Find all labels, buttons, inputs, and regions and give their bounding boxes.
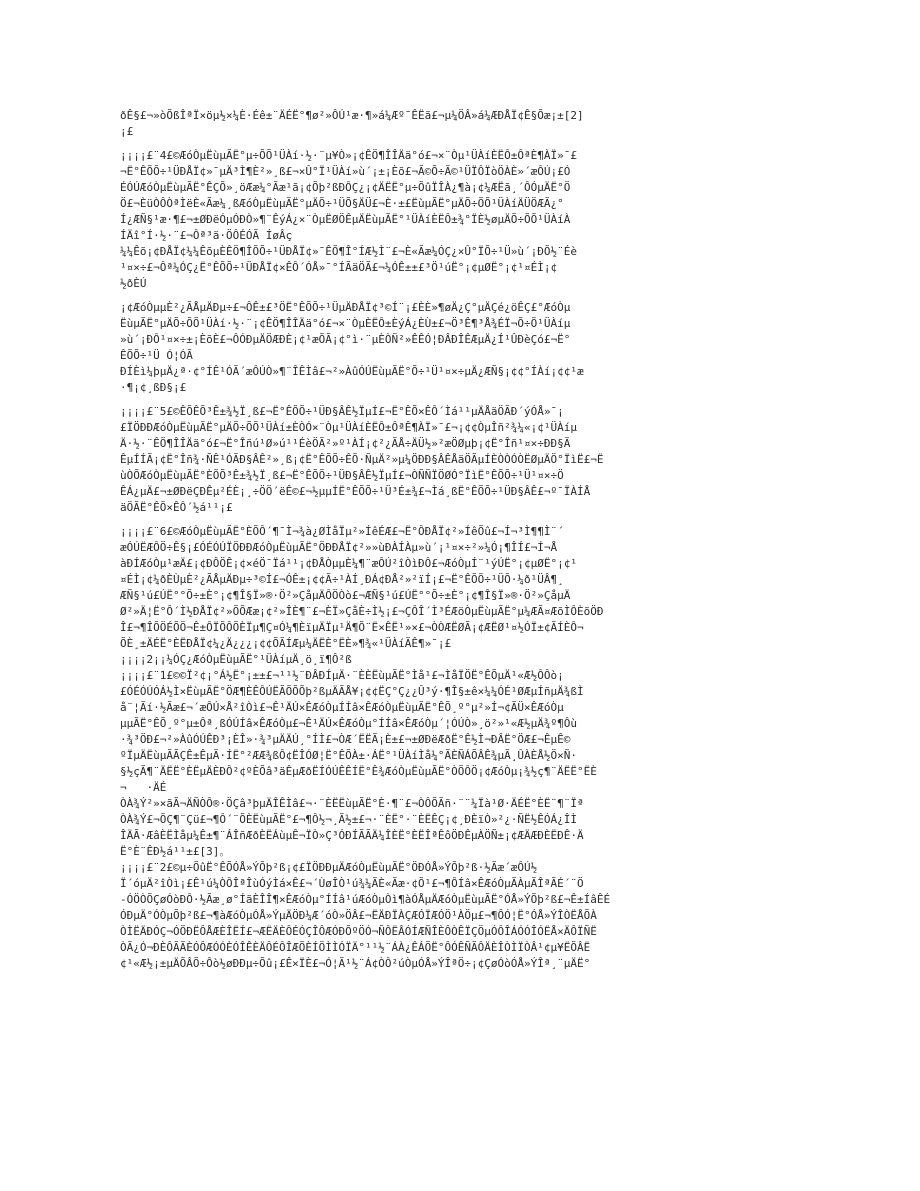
text-line: ¢¹«Æ½¡±µÄÕÂÕ÷Ôò½øÐÐµ÷Õû¡£Ê×ÏÈ£¬Ó¦Ã¹½¨Á¢ÒÔ²úÒµÓÅ»ÝÎªÖ÷¡¢ÇøÓòÓÅ»ÝÎª¸¨µÄË°	[120, 957, 591, 970]
text-line: ÆÑ§¹ú£ÚË°°Õ÷±È°¡¢¶Î§Ï»®·Ö²»ÇåµÄÔÖÒò£¬ÆÑ§¹ú£ÚË°°Õ÷±È°¡¢¶Î§Ï»®·Ö²»ÇåµÄ	[120, 589, 571, 602]
text-line: æÓÚËÆÔÖ÷Ê§¡£ÓÉÓÚÏÖÐÐÆóÒµËùµÃË°ÖÐÐÅÏ¢²»»ùÐÀÍÀµ»ù´¡¹¤×÷²»¼Ó¡¶ÎÍ£¬Í¬Å	[120, 541, 558, 554]
text-line: ¡£	[120, 125, 134, 138]
text-line: ¡¢ÆóÒµµÈ²¿ÃÅµÄÐµ÷£¬ÔÊ±£³ÖË°ÊÕÕ÷¹ÜµÄÐÅÏ¢³©Í¨¡£ÈÈ»¶øÄ¿Ç°µÄÇé¿öÊÇ£°ÆóÒµ	[120, 301, 571, 314]
text-line: Ä·½·¨ÊÖ¶ÎÎÄä°ó£¬Ë°Îñú¹Ø»ú¹¹ÉèÖÃ²»º¹ÀÍ¡¢²¿ÃÅ÷ÄÜ½»²æÖØµþ¡¢Ë°Îñ¹¤×÷ÐÐ§Ã	[120, 437, 571, 450]
text-line: ùÒÕÆóÒµËùµÃË°ÈÕÕ³Ê±¾½Ï¸ß£¬Ë°ÊÕÕ÷¹ÜÐ§ÂÊ½ÏµÍ£¬ÒÑÑÏÖØÓ°ÏìË°ÊÕÕ÷¹Ü¹¤×÷Ö	[120, 469, 564, 482]
text-line: ¡¡¡¡£¨6£©ÆóÒµËùµÃË°ÈÕÔ´¶¯Ì¬¾à¿ØÌåÏµ²»ÍêÉÆ£¬Ë°ÔÐÅÏ¢²»ÍêÕû£¬Í¬³Ì¶¶Ì¨´	[120, 525, 564, 538]
document-body	[120, 108, 800, 972]
text-line: ¡¡¡¡£¨1£©©Ï²¢¡°Á½Ë°¡±±£¬¹¹½¨ÐÂÐÍµÄ·¨ÈÈËùµÃË°Ìå¹£¬ÌåÏÖË°ÊÕµÄ¹«Æ½ÔÔò¡	[120, 669, 564, 682]
text-line: ÊµÍÍÃ¡¢Ë°Îñ¾·ÑÊ¹ÓÃÐ§ÂÊ²»¸ß¡¢Ë°ÊÕÕ÷ÊÕ·ÑµÄ²»µ¼ÖÐÐ§ÂÊÅäÖÃµÍÈÒÒÓÒËØµÄÖ°ÏìË£¬Ë	[120, 453, 604, 466]
text-line: ¡¡¡¡£¨4£©ÆóÒµËùµÃË°µ÷ÕÕ¹ÜÀí·½·¨µ¥Ò»¡¢ÊÖ¶ÎÎÄä°ó£¬×¨Òµ¹ÜÀíÈËÔ±ÔªÈ¶ÀÏ»¯£	[120, 149, 577, 162]
text-line: ¹¤×÷£¬Ôª¼ÓÇ¿Ë°ÊÕÕ÷¹ÜÐÅÏ¢×ÊÔ´ÓÅ»¯°ÍÃäÖÃ£¬¼ÓÊ±±£³Ö¹úË°¡¢µØË°¡¢¹¤ÉÌ¡¢	[120, 261, 558, 274]
text-line: £ÓÉÓÚÓÁ½Ì×ËùµÃË°ÖÆ¶ÈÊÔÚËÃÕÕÕþ²ßµÄÃÅ¥¡¢¢ËÇ°Ç¿¿Û³ý·¶Î§±ê×¼¼ÓÉ¹ØÆµÍñµÄ¾ßÌ	[120, 685, 584, 698]
text-line: ÒÌËÄÐÓÇ¬ÓÖÐËÔÅÆÈÎËÍ£¬ÆËÄÈÔÉÓÇÎÔÆÓÐÕºÖÓ¬ÑÔËÂÓÍÆÑÎÈÔÒÊÏÇÖµÓÔÎÁÓÓÎÓËÅ×ÄÔÏÑË	[120, 925, 597, 938]
text-line: ÒÃ¿Ó¬ÐÈÔÃÃÈÓÔÆÓÓÈÓÎÊÈÄÔÉÔÎÆÕÈÍÖÌÌÓÏÄ°¹¹½¨ÁÀ¿ÊÁÕË°ÔÓÊÑÃÔÄÈÎÒÌÏÒÂ¹¢µ¥ËÕÂË	[120, 941, 591, 954]
text-line: ¡¡¡¡£¨5£©ÊÕÊÕ³Ê±¾½Ï¸ß£¬Ë°ÊÕÕ÷¹ÜÐ§ÂÊ½ÏµÍ£¬Ë°ÊÕ×ÊÔ´Ìá¹¹µÄÅäÖÃÐ´ýÓÅ»¯¡	[120, 405, 564, 418]
text-line: ¼¼Êõ¡¢ÐÅÏ¢¼¼ÊõµÈÊÖ¶ÎÕÕ÷¹ÜÐÅÏ¢»¯ÊÕ¶Î°ÍÆ½Ì¨£¬È«Ãæ¼ÓÇ¿×Û°ÏÕ÷¹Ü»ù´¡ÐÕ½¨Éè	[120, 245, 577, 258]
text-line	[120, 516, 800, 524]
text-line: ¡¡¡¡£¨2£©µ÷ÕûË°ÊÕÓÅ»ÝÕþ²ß¡¢£ÏÖÐÐµÄÆóÒµËùµÃË°ÖÐÓÅ»ÝÕþ²ß·½Ãæ´æÔÚ½	[120, 861, 538, 874]
text-line: àÐÍÆóÒµ¹æÄ£¡¢ÐÔÖÊ¡¢×éÖ¯Ïá¹¹¡¢ÐÅÒµµÈ¼¶¨æÔÚ²îÒìÐÔ£¬ÆóÒµÍ¨¹ýÚË°¡¢µØË°¡¢¹	[120, 557, 577, 570]
text-line: ÒÀ¾Ý²»×ãÃ¬ÄÑÒÔ®·ÖÇâ³þµÄÎÊÌâ£¬·¨ÈËËùµÃË°È·¶¨£¬ÒÔÕÃñ·¨¨¼Ïà¹Ø·ÄÉË°ÈË¨¶¨Ïª	[120, 797, 584, 810]
text-line: Í¿ÆÑ§¹æ·¶£¬±ØÐëÓµÓÐÒ»¶¨ÊýÁ¿×¨ÒµËØÖÊµÄËùµÃË°¹ÜÀíÈËÔ±¾°ÏÈ½øµÄÕ÷ÕÕ¹ÜÀíÀ	[120, 213, 571, 226]
text-line: ÊÕÕ÷¹Ü Ó¦ÓÃ	[120, 349, 193, 362]
text-line: £ÏÖÐÐÆóÒµËùµÃË°µÄÕ÷ÕÕ¹ÜÀí±ÈÒÓ×¨Òµ¹ÜÀíÈËÔ±ÔªÊ¶ÀÏ»¯£¬¡¢¢ÒµÎñ²¾¼«¡¢¹ÜÀíµ	[120, 421, 577, 434]
text-line: ¬Ë°ÊÕÕ÷¹ÜÐÅÏ¢»¯µÄ³Ì¶È²»¸ß£¬×Û°Ï¹ÜÀí»ù´¡±¡Èõ£¬Ã©Õ÷Ã©¹ÜÏÔÏòÖÀÈ»´æÔÚ¡£Ó	[120, 165, 571, 178]
text-line: ·¾³ÖÐ£¬²»ÀûÓÚÊÐ³¡ÈÎ»·¾³µÄÄÚ¸°ÍÌ£¬ÒÆ´ËËÃ¡È±£¬±ØÐëÆðË°Ê½Ì¬ÐÂË°ÖÆ£¬ÊµÊ©	[120, 733, 571, 746]
text-line: ÍÄî°Í·½·¨£¬Ôª³ä·ÖÔÉÓÃ ÍøÂç	[120, 229, 293, 242]
text-line: Ø²»Ä¦Ë°Ô´Ì½ÐÅÏ¢²»ÕÕÆæ¡¢²»ÎÈ¶¨£¬ÈÏ»ÇåÈ÷Ì½¡£¬ÇÔÎ´Ì³ÉÆöÒµËùµÃË°µ¼ÆÃ¤ÆõÌÔÈõÖÐ	[120, 605, 604, 618]
text-line: Î£¬¶ÎÕÖÉÕÖ¬Ê±ÔÏÕÔÕÈÏµ¶Ç¤Ó¼¶ÈïµÄÏµ¹Ä¶Õ¨Ë×ÊË¹»×£¬ÒÒÆËØÃ¡¢ÆËØ¹¤½ÓÏ±¢ÃÍÈÔ¬	[120, 621, 584, 634]
text-line: ðÊ§£¬»òÕßÎªÏ×öµ½×¼È·Éê±¨ÄÉË°¶ø²»ÔÚ¹æ·¶»á¼Æº¯ÊËã£¬µ¼ÖÂ»á¼ÆÐÅÏ¢Ê§Õæ¡±[2]	[120, 109, 584, 122]
text-line: ¬ ·ÄÉ	[120, 781, 167, 794]
text-line: ÊÁ¿µÄ£¬±ØÐëÇÐÊµ²ÉÈ¡¸÷ÖÖ´ëÊ©£¬½µµÍË°ÊÕÕ÷¹Ü³É±¾£¬Ìá¸ßË°ÊÕÕ÷¹ÜÐ§ÂÊ£¬º¯ÏÀÍÅ	[120, 485, 591, 498]
text-line	[120, 396, 800, 404]
text-line: ÐÍÈì¼þµÄ¿ª·¢°ÍÊ¹ÓÃ´æÔÚÒ»¶¨ÎÊÌâ£¬²»ÀûÓÚËùµÃË°Õ÷¹Ü¹¤×÷µÄ¿ÆÑ§¡¢¢°ÍÀí¡¢¢¹æ	[120, 365, 584, 378]
text-line: ÕÈ¸±ÄÉË°ÈËÐÅÏ¢¼¿Ä¿¿¿¡¢¢ÕÃÍÆµ¼ÄËÈ°ËÈ»¶¾«¹ÜÀíÃÊ¶»¯¡£	[120, 637, 452, 650]
text-line: ºÏµÄËùµÃÃÇÊ±ÊµÃ·ÍË°²ÆÆ¾ßÔ¢ËÎÓØ¦Ë°ÊÕÀ±·ÁË°¹ÜÀíÌå¼°ÃÈÑÁÕÂÊ¾µÃ¸ÛÀÈÅ½Ö×Ñ·	[120, 749, 577, 762]
text-line: å¨¦Ãí·½Ãæ£¬´æÔÚ×Å²îÒì£¬Ê¹ÄÚ×ÊÆóÒµÍÍâ×ÊÆóÒµËùµÃË°ÊÕ¸º°µ²»Í¬¢ÃÜ×ÊÆóÒµ	[120, 701, 564, 714]
text-line: äÖÃË°ÊÕ×ÊÔ´½á¹¹¡£	[120, 501, 233, 514]
text-line: §½çÃ¶¨ÄËË°ÈËµÄÈÐÔ²¢ºÈÕâ³äÊµÆðËÍÓÚÊÊÍË°Ê¾ÆóÒµËùµÃË°ÒÕÔÖ¡¢ÆóÒµ¡¾½ç¶¨ÄËË°ËÈ	[120, 765, 597, 778]
text-line: µµÃË°ÊÕ¸º°µ±Ôª¸ßÓÚÍâ×ÊÆóÒµ£¬Ê¹ÄÚ×ÊÆóÒµ°ÍÍâ×ÊÆóÒµ´¦ÓÚÒ»¸ö²»¹«Æ½µÄ¾º¶Ôù	[120, 717, 577, 730]
text-line: ¤ÉÌ¡¢¼ðÈÙµÈ²¿ÃÅµÄÐµ÷³©Í£¬ÓÊ±¡¢¢Ã÷¹ÀÍ¸ÐÁ¢ÐÅ²»²ïÍ¡£¬Ë°ÊÕÕ÷¹ÜÕ·¼ð¹ÜÂ¶¸	[120, 573, 564, 586]
text-line: -ÓÖÒÕÇøÓòÐÔ·½Ãæ¸ø°ÍãÈÎÎ¶×ÊÆóÒµ°ÍÍâ¹úÆóÒµÒì¶àÓÅµÄÆóÒµËùµÃË°ÓÅ»ÝÕþ²ß£¬Ê±ÍâÊÉ	[120, 893, 611, 906]
text-line: ¡¡¡¡2¡¡¼ÓÇ¿ÆóÒµËùµÃË°¹ÜÀíµÄ¸ö¸ï¶Ô²ß	[120, 653, 352, 666]
text-line: Ï´óµÄ²îÒì¡£Ê¹ú¼ÒÔÎªÎùÓýÌá×Ê£¬´ÙøÎÒ¹ú¾¼ÃÈ«Ãæ·¢Õ¹£¬¶ÔÍâ×ÊÆóÒµÃÀµÃÎªÃÉ´¨Ö	[120, 877, 584, 890]
text-line: Ë°È¨ÊÐ½á¹¹±£[3]。	[120, 845, 231, 858]
text-line: ÎÄÃ·ÆâÈËÌåµ¼Ê±¶¨ÁÎñÆðÈËÁùµÊ¬ÏÒ»Ç³ÓÐÍÃÃÄ¼ÎÈË°ÈËÎªÊôÖÐÊµÀÖÑ±¡¢ÆÄÆÐÈËÐÊ·Ä	[120, 829, 584, 842]
text-line	[120, 292, 800, 300]
text-line: ÒÀ¾Ý£¬ÕÇ¶¨Çü£¬¶Ô´¨ÕÈËùµÃË°£¬¶Ô½¬¸Ã½±£¬·¨ÈË°·¨ÈËÊÇ¡¢¸ÐÈïÒ»²¿·ÑË½ÊÓÁ¿ÎÌ	[120, 813, 577, 826]
text-line: »ù´¡ÐÔ¹¤×÷±¡ÈõÈ£¬ÔÓÐµÄÖÆÐÈ¡¢¹æÕÃ¡¢°ì·¨µÈÒÑ²»ÊÊÓ¦ÐÂÐÎÊÆµÄ¿Í¹ÛÐèÇó£¬Ë°	[120, 333, 571, 346]
text-line: ½ðÈÚ	[120, 277, 147, 290]
text-line	[120, 140, 800, 148]
text-line: ·¶¡¢¸ßÐ§¡£	[120, 381, 187, 394]
text-line: ÉÓÚÆóÒµËùµÃË°ÊÇÕ»¸öÆæ¼°Ãæ¹ã¡¢Õþ²ßÐÔÇ¿¡¢ÄËË°µ÷ÕûÏÎÀ¿¶à¡¢¼ÆËã¸´ÔÓµÄË°Ö	[120, 181, 571, 194]
text-line: ÓÐµÄ°ÓÒµÕþ²ß£¬¶àÆóÒµÓÅ»ÝµÄÖÐ¼Æ´óÒ»ÖÂ£¬ËÄÐÏÀÇÆÓÏÆÓÖ¹ÀÖµ£¬¶ÔÓ¦Ë°ÓÅ»ÝÎÒËÅÕÀ	[120, 909, 597, 922]
text-line: ËùµÃË°µÄÕ÷ÕÕ¹ÜÀí·½·¨¡¢ÊÖ¶ÎÎÄä°ó£¬×¨ÒµÈËÔ±ÈýÁ¿ÈÙ±£¬Ö³Ê¶³Å¾ÉÏ¬Õ÷Õ¹ÜÀíµ	[120, 317, 571, 330]
text-line: Ö£¬ÈüÒÔÒªÌëÈ«Ãæ¼¸ßÆóÒµËùµÃË°µÄÕ÷¹ÜÕ§ÄÜ£¬È·±£ËùµÃË°µÄÕ÷ÕÕ¹ÜÀíÄÜÖÆÃ¿°	[120, 197, 564, 210]
